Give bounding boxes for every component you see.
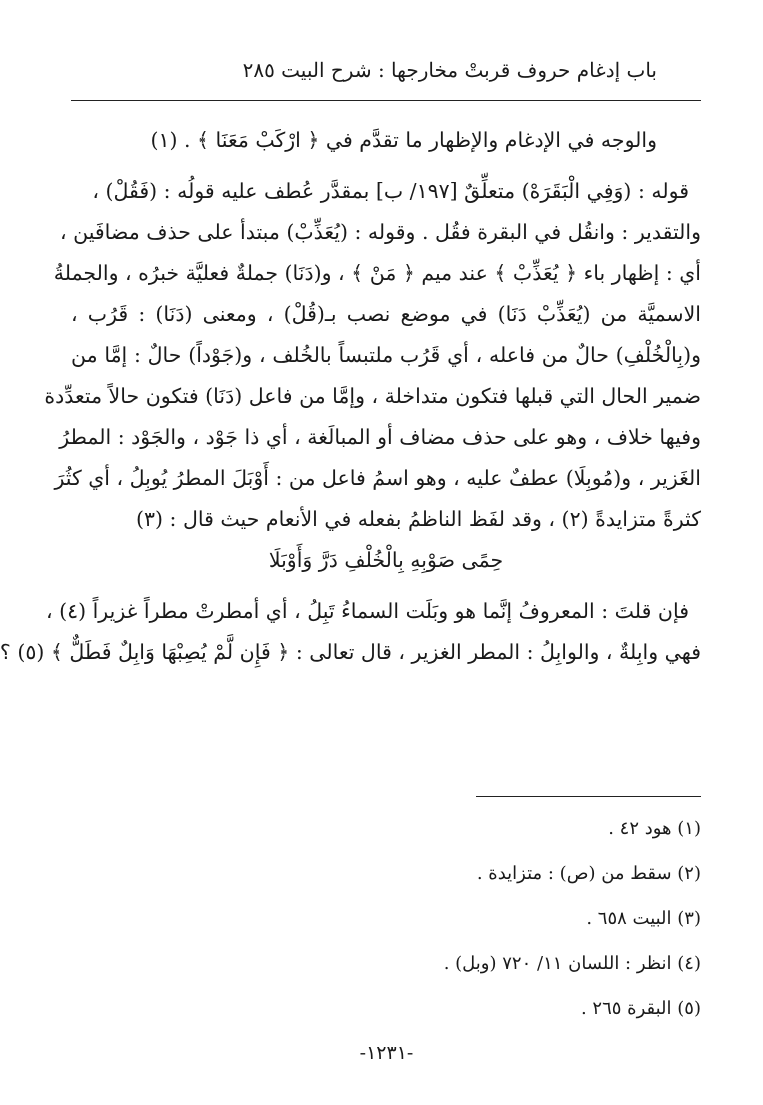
text-line: وفيها خلاف ، وهو على حذف مضاف أو المبالَغة ، أي ذا جَوْد ، والجَوْد : المطرُ — [59, 425, 701, 449]
text-line: فهي وابِلةٌ ، والوابِلُ : المطر الغزير ، قال تعالى : ﴿ فَإِن لَّمْ يُصِبْهَا وَابِلٌ فَطَلٌّ ﴾ (٥) ؟ — [0, 640, 701, 664]
footnote: (٤) انظر : اللسان ١١/ ٧٢٠ (وبل) . — [443, 953, 701, 974]
footnote: (٥) البقرة ٢٦٥ . — [580, 998, 701, 1019]
footnote-separator — [476, 796, 701, 797]
verse-line: حِمًى صَوْبِهِ بِالْخُلْفِ دَرَّ وَأَوْبَلَا — [268, 548, 504, 572]
paragraph-gap — [71, 161, 701, 171]
text-line: والتقدير : وانقُل في البقرة فقُل . وقوله : (يُعَذِّبْ) مبتدأ على حذف مضافَين ، — [59, 220, 701, 244]
header-rule — [71, 100, 701, 101]
footnote: (٣) البيت ٦٥٨ . — [586, 908, 701, 929]
text-line: قوله : (وَفِي الْبَقَرَهْ) متعلِّقٌ [١٩٧/ ب] بمقدَّر عُطف عليه قولُه : (فَقُلْ) ، — [92, 179, 689, 203]
running-header: باب إدغام حروف قربتْ مخارجها : شرح البيت ٢٨٥ — [242, 58, 657, 82]
text-line: و(بِالْخُلْفِ) حالٌ من فاعله ، أي قَرُب ملتبساً بالخُلف ، و(جَوْداً) حالٌ : إمَّا من — [71, 343, 701, 367]
text-line: والوجه في الإدغام والإظهار ما تقدَّم في ﴿ ارْكَبْ مَعَنَا ﴾ . (١) — [150, 128, 657, 152]
text-line: أي : إظهار باء ﴿ يُعَذِّبْ ﴾ عند ميم ﴿ مَنْ ﴾ ، و(دَنَا) جملةٌ فعليَّة خبرُه ، والجملةُ — [53, 261, 701, 285]
text-line: الغَزير ، و(مُوبِلَا) عطفٌ عليه ، وهو اسمُ فاعل من : أَوْبَلَ المطرُ يُوبِلُ ، أي كثُرَ — [54, 466, 701, 490]
footnote: (١) هود ٤٢ . — [608, 818, 701, 839]
text-line: كثرةً متزايدةً (٢) ، وقد لفَظ الناظمُ بفعله في الأنعام حيث قال : (٣) — [136, 507, 701, 531]
footnote: (٢) سقط من (ص) : متزايدة . — [476, 863, 701, 884]
text-line: فإن قلتَ : المعروفُ إنَّما هو وبَلَت السماءُ تَبِلُ ، أي أمطرتْ مطراً غزيراً (٤) ، — [45, 599, 689, 623]
text-line: ضمير الحال التي قبلها فتكون متداخلة ، وإمَّا من فاعل (دَنَا) فتكون حالاً متعدِّدة — [44, 384, 701, 408]
paragraph-gap — [71, 581, 701, 591]
footnotes — [71, 814, 701, 1039]
page-number: -١٢٣١- — [359, 1042, 414, 1064]
main-text — [0, 120, 701, 673]
text-line: الاسميَّة من (يُعَذِّبْ دَنَا) في موضع نصب بـ(قُلْ) ، ومعنى (دَنَا) : قَرُب ، — [71, 302, 701, 326]
